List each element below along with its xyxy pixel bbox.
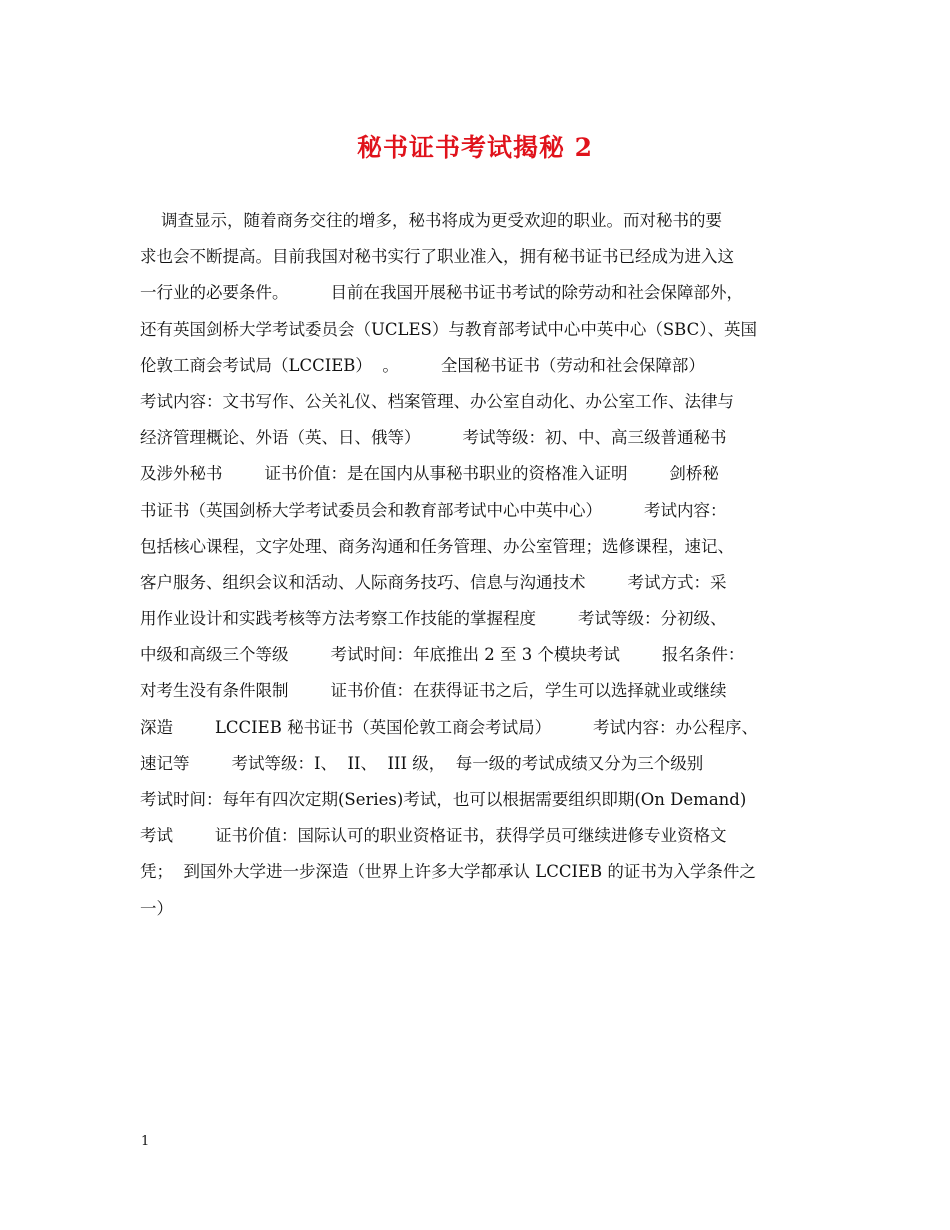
body-line: 考试内容：文书写作、公关礼仪、档案管理、办公室自动化、办公室工作、法律与 xyxy=(140,391,734,411)
body-line: 一行业的必要条件。 目前在我国开展秘书证书考试的除劳动和社会保障部外， xyxy=(140,283,743,303)
body-line: 经济管理概论、外语（英、日、俄等） 考试等级：初、中、高三级普通秘书 xyxy=(140,428,727,448)
body-line: 中级和高级三个等级 考试时间：年底推出 2 至 3 个模块考试 报名条件： xyxy=(140,645,745,665)
body-line: 客户服务、组织会议和活动、人际商务技巧、信息与沟通技术 考试方式：采 xyxy=(140,572,727,592)
body-line: 调查显示，随着商务交往的增多，秘书将成为更受欢迎的职业。而对秘书的要 xyxy=(140,211,722,230)
body-line: 速记等 考试等级：I、 II、 III 级， 每一级的考试成绩又分为三个级别 xyxy=(140,753,704,773)
body-line: 深造 LCCIEB 秘书证书（英国伦敦工商会考试局） 考试内容：办公程序、 xyxy=(140,717,759,737)
body-line: 包括核心课程，文字处理、商务沟通和任务管理、办公室管理；选修课程，速记、 xyxy=(140,536,734,556)
document-title: 秘书证书考试揭秘 2 xyxy=(356,133,594,162)
body-line: 求也会不断提高。目前我国对秘书实行了职业准入，拥有秘书证书已经成为进入这 xyxy=(140,247,734,267)
body-line: 伦敦工商会考试局（LCCIEB） 。 全国秘书证书（劳动和社会保障部） xyxy=(140,355,705,375)
body-line: 还有英国剑桥大学考试委员会（UCLES）与教育部考试中心中英中心（SBC）、英国 xyxy=(140,319,757,339)
body-line: 一） xyxy=(140,898,173,918)
body-line: 对考生没有条件限制 证书价值：在获得证书之后，学生可以选择就业或继续 xyxy=(140,681,727,701)
body-line: 凭； 到国外大学进一步深造（世界上许多大学都承认 LCCIEB 的证书为入学条件之 xyxy=(140,862,756,882)
body-line: 用作业设计和实践考核等方法考察工作技能的掌握程度 考试等级：分初级、 xyxy=(140,609,727,629)
body-line: 考试时间：每年有四次定期(Series)考试，也可以根据需要组织即期(On Demand) xyxy=(140,790,747,809)
document-body xyxy=(140,203,840,927)
body-line: 书证书（英国剑桥大学考试委员会和教育部考试中心中英中心） 考试内容： xyxy=(140,500,727,520)
body-line: 及涉外秘书 证书价值：是在国内从事秘书职业的资格准入证明 剑桥秘 xyxy=(140,464,719,484)
body-line: 考试 证书价值：国际认可的职业资格证书，获得学员可继续进修专业资格文 xyxy=(140,826,727,846)
page-number: 1 xyxy=(141,1134,150,1149)
